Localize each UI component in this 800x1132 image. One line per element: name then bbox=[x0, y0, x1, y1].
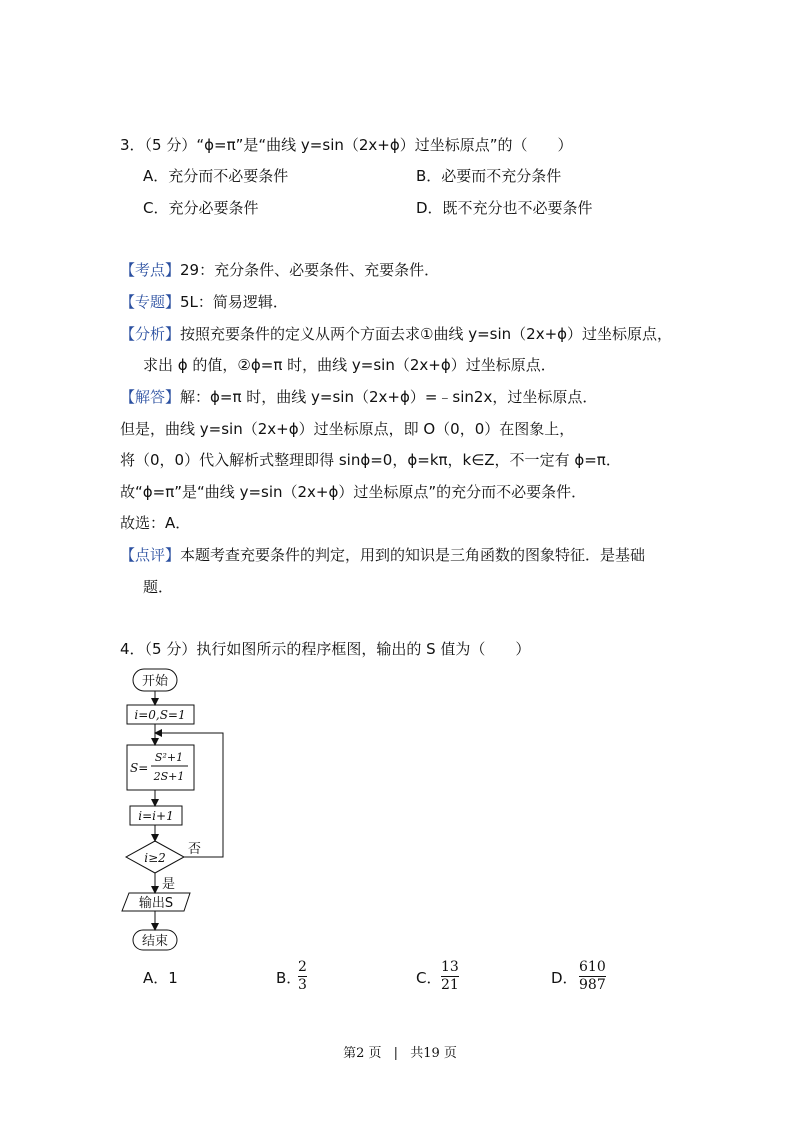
fenxi-text-1: 按照充要条件的定义从两个方面去求①曲线 y=sin（2x+ϕ）过坐标原点， bbox=[180, 325, 673, 343]
jieda-line-1 bbox=[120, 387, 597, 407]
dianping-tag: 【点评】 bbox=[120, 546, 181, 564]
q3-stem: 3．（5 分）“ϕ=π”是“曲线 y=sin（2x+ϕ）过坐标原点”的（ ） bbox=[120, 136, 573, 154]
jieda-line-5: 故选：A． bbox=[120, 514, 191, 532]
flowchart bbox=[120, 665, 240, 955]
flow-assign-num: S²+1 bbox=[154, 751, 184, 764]
q4-option-b-numerator: 2 bbox=[298, 959, 307, 975]
page-footer bbox=[0, 1044, 800, 1064]
footer-page-number: 第2 页 bbox=[343, 1046, 382, 1061]
jieda-line-2: 但是，曲线 y=sin（2x+ϕ）过坐标原点，即 O（0，0）在图象上， bbox=[120, 420, 575, 438]
flow-output-label: 输出S bbox=[138, 896, 174, 911]
footer-separator: | bbox=[393, 1046, 399, 1061]
q3-option-d[interactable]: D．既不充分也不必要条件 bbox=[416, 199, 593, 217]
zhuanti-text: 5L：简易逻辑． bbox=[180, 293, 288, 311]
q3-option-b[interactable]: B．必要而不充分条件 bbox=[416, 167, 562, 185]
kaodian-tag: 【考点】 bbox=[120, 261, 181, 279]
q4-option-d-fraction bbox=[579, 960, 606, 993]
flow-init-label: i=0,S=1 bbox=[134, 708, 186, 722]
q4-option-d-numerator: 610 bbox=[579, 959, 606, 975]
q4-option-b-fraction bbox=[298, 960, 307, 993]
jieda-line-4: 故“ϕ=π”是“曲线 y=sin（2x+ϕ）过坐标原点”的充分而不必要条件． bbox=[120, 483, 587, 501]
flow-increment-label: i=i+1 bbox=[138, 809, 174, 823]
q3-option-a[interactable]: A．充分而不必要条件 bbox=[143, 167, 289, 185]
q4-option-d-denominator: 987 bbox=[579, 977, 606, 993]
flow-yes-label: 是 bbox=[162, 877, 176, 892]
q3-option-c[interactable]: C．充分必要条件 bbox=[143, 199, 259, 217]
dianping-text-1: 本题考查充要条件的判定，用到的知识是三角函数的图象特征．是基础 bbox=[180, 546, 646, 564]
flow-start-label: 开始 bbox=[141, 674, 169, 689]
q4-option-c-label[interactable]: C． bbox=[416, 969, 442, 987]
flow-no-label: 否 bbox=[188, 842, 202, 857]
flow-assign-den: 2S+1 bbox=[153, 770, 185, 783]
q4-option-d-label[interactable]: D． bbox=[551, 969, 578, 987]
q4-option-c-numerator: 13 bbox=[441, 959, 459, 975]
kaodian-line bbox=[120, 260, 439, 280]
jieda-tag: 【解答】 bbox=[120, 388, 181, 406]
fenxi-line-1 bbox=[120, 324, 672, 344]
q4-option-c-denominator: 21 bbox=[441, 977, 459, 993]
flow-assign-lhs: S= bbox=[130, 761, 149, 775]
flow-end-label: 结束 bbox=[141, 934, 169, 949]
footer-total-pages: 共19 页 bbox=[410, 1046, 457, 1061]
q4-option-c-fraction bbox=[441, 960, 459, 993]
q4-option-b-label[interactable]: B． bbox=[276, 969, 302, 987]
fenxi-tag: 【分析】 bbox=[120, 325, 181, 343]
q4-option-b-denominator: 3 bbox=[298, 977, 307, 993]
dianping-line-1 bbox=[120, 545, 645, 565]
flow-condition-label: i≥2 bbox=[144, 851, 166, 865]
kaodian-text: 29：充分条件、必要条件、充要条件． bbox=[180, 261, 440, 279]
q4-option-a[interactable]: A．1 bbox=[143, 969, 178, 987]
jieda-line-3: 将（0，0）代入解析式整理即得 sinϕ=0，ϕ=kπ，k∈Z，不一定有 ϕ=π． bbox=[120, 451, 621, 469]
q4-stem: 4．（5 分）执行如图所示的程序框图，输出的 S 值为（ ） bbox=[120, 640, 531, 658]
dianping-line-2: 题． bbox=[143, 578, 174, 596]
jieda-text-1: 解：ϕ=π 时，曲线 y=sin（2x+ϕ）=﹣sin2x，过坐标原点． bbox=[180, 388, 598, 406]
zhuanti-tag: 【专题】 bbox=[120, 293, 181, 311]
zhuanti-line bbox=[120, 292, 288, 312]
fenxi-line-2: 求出 ϕ 的值，②ϕ=π 时，曲线 y=sin（2x+ϕ）过坐标原点． bbox=[143, 356, 556, 374]
